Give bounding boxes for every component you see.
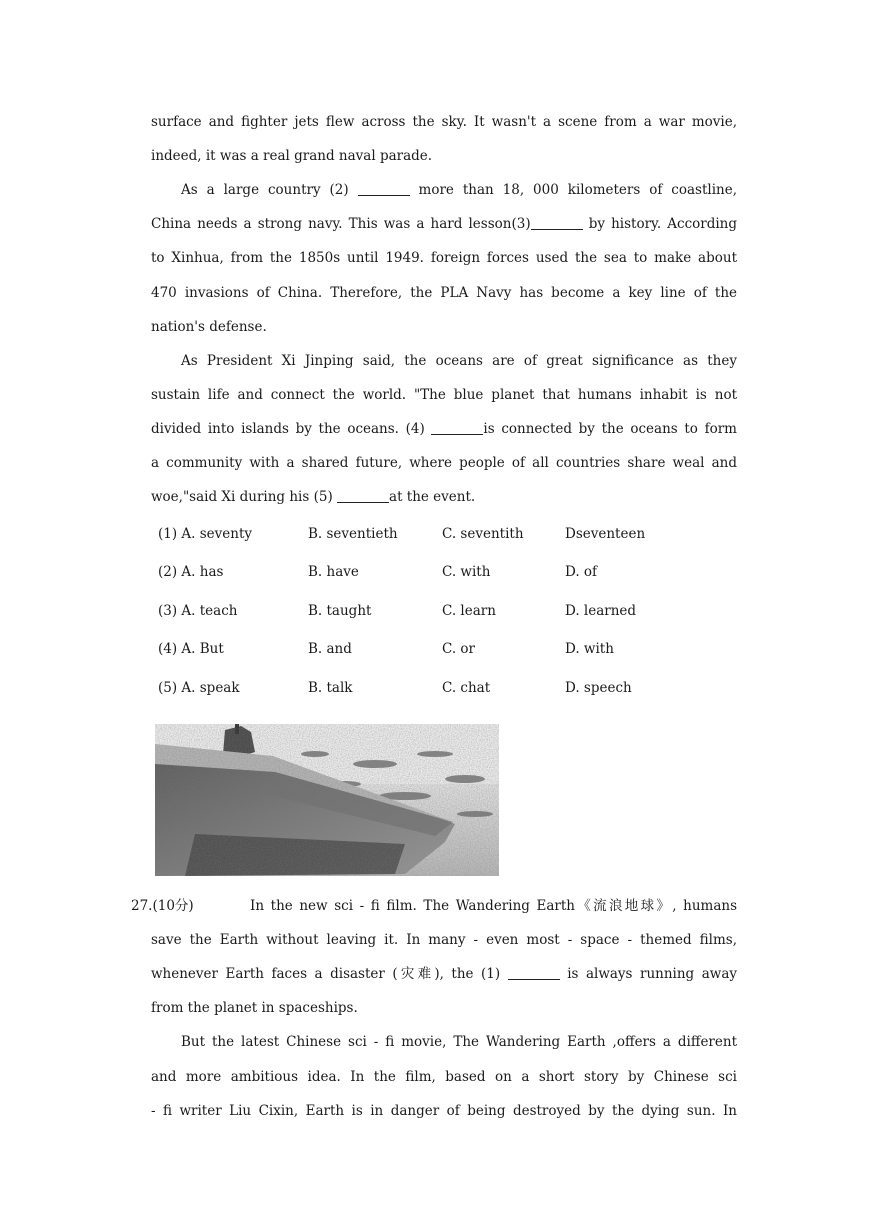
- option-d[interactable]: D. of: [565, 564, 598, 580]
- passage-line: to Xinhua, from the 1850s until 1949. foreign forces used the sea to make about: [151, 250, 737, 266]
- answer-blank-3[interactable]: [531, 215, 583, 230]
- passage-line: from the planet in spaceships.: [151, 1000, 358, 1016]
- passage-line: indeed, it was a real grand naval parade.: [151, 148, 433, 164]
- option-b[interactable]: B. taught: [308, 603, 372, 619]
- option-a[interactable]: (4) A. But: [158, 641, 224, 657]
- question-27-header: [131, 896, 194, 916]
- answer-blank-2[interactable]: [358, 181, 410, 196]
- option-c[interactable]: C. chat: [442, 680, 491, 696]
- passage-line: and more ambitious idea. In the film, based on a short story by Chinese sci: [151, 1069, 737, 1085]
- option-b[interactable]: B. have: [308, 564, 359, 580]
- option-a[interactable]: (5) A. speak: [158, 680, 240, 696]
- passage-line: surface and fighter jets flew across the sky. It wasn't a scene from a war movie,: [151, 114, 737, 130]
- option-c[interactable]: C. seventith: [442, 526, 524, 542]
- option-d[interactable]: D. with: [565, 641, 614, 657]
- passage-line: whenever Earth faces a disaster (灾难), the (1) is always running away: [151, 966, 737, 982]
- option-b[interactable]: B. and: [308, 641, 352, 657]
- passage-line: China needs a strong navy. This was a hard lesson(3) by history. According: [151, 216, 738, 232]
- passage-line: - fi writer Liu Cixin, Earth is in danger of being destroyed by the dying sun. In: [151, 1103, 737, 1119]
- passage-line: nation's defense.: [151, 319, 267, 335]
- option-a[interactable]: (2) A. has: [158, 564, 224, 580]
- answer-blank-27-1[interactable]: [508, 965, 560, 980]
- option-d[interactable]: D. speech: [565, 680, 632, 696]
- passage-line: woe,"said Xi during his (5) at the event.: [151, 489, 476, 505]
- passage-line: divided into islands by the oceans. (4) is connected by the oceans to form: [151, 421, 737, 437]
- question-number: 27.(10分): [131, 898, 194, 914]
- option-b[interactable]: B. seventieth: [308, 526, 398, 542]
- option-c[interactable]: C. with: [442, 564, 491, 580]
- passage-line: In the new sci - fi film. The Wandering Earth《流浪地球》, humans: [250, 898, 737, 914]
- passage-line: save the Earth without leaving it. In many - even most - space - themed films,: [151, 932, 737, 948]
- naval-parade-photo: [155, 724, 499, 876]
- answer-blank-4[interactable]: [431, 420, 483, 435]
- passage-line: a community with a shared future, where people of all countries share weal and: [151, 455, 737, 471]
- passage-line: As President Xi Jinping said, the oceans are of great significance as they: [181, 353, 737, 369]
- passage-line: sustain life and connect the world. "The blue planet that humans inhabit is not: [151, 387, 737, 403]
- option-c[interactable]: C. learn: [442, 603, 496, 619]
- passage-line: But the latest Chinese sci - fi movie, The Wandering Earth ,offers a different: [181, 1034, 737, 1050]
- passage-line: 470 invasions of China. Therefore, the PLA Navy has become a key line of the: [151, 285, 737, 301]
- option-c[interactable]: C. or: [442, 641, 476, 657]
- passage-line: As a large country (2) more than 18, 000 kilometers of coastline,: [181, 182, 737, 198]
- option-d[interactable]: Dseventeen: [565, 526, 646, 542]
- option-d[interactable]: D. learned: [565, 603, 637, 619]
- option-a[interactable]: (1) A. seventy: [158, 526, 253, 542]
- option-b[interactable]: B. talk: [308, 680, 353, 696]
- answer-blank-5[interactable]: [337, 488, 389, 503]
- option-a[interactable]: (3) A. teach: [158, 603, 238, 619]
